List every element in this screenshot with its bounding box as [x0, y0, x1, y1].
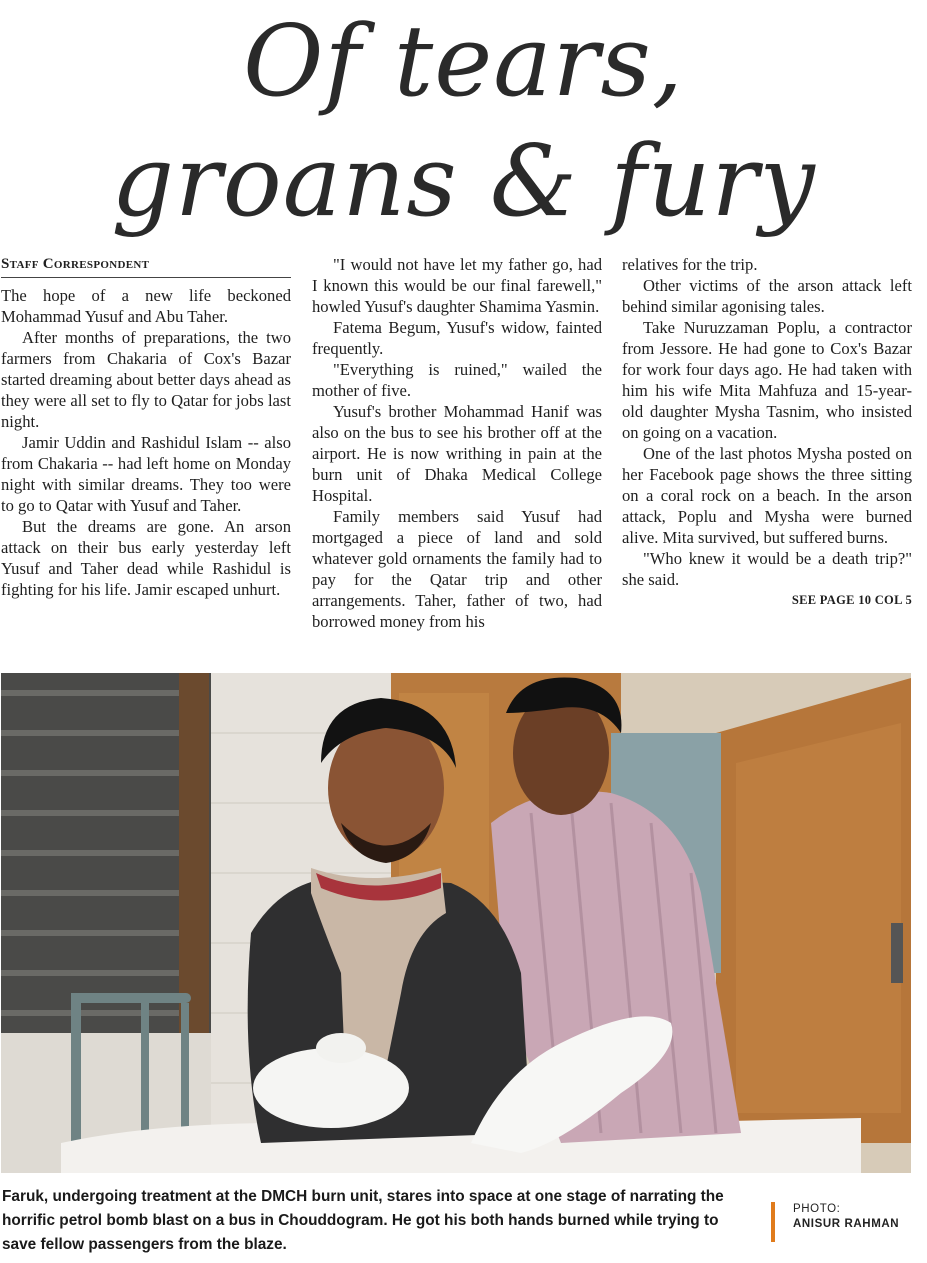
photo-illustration	[1, 673, 911, 1173]
article-column-1	[1, 254, 291, 600]
photo-credit-label: PHOTO:	[793, 1203, 841, 1215]
paragraph: The hope of a new life beckoned Mohammad Yusuf and Abu Taher.	[1, 286, 291, 326]
paragraph: After months of preparations, the two farmers from Chakaria of Cox's Bazar started dreaming about better days ahead as they were all set to fly to Qatar for jobs last night.	[1, 328, 291, 431]
headline-line-1: Of tears,	[243, 5, 684, 119]
paragraph: Fatema Begum, Yusuf's widow, fainted frequently.	[312, 318, 602, 358]
paragraph: Family members said Yusuf had mortgaged a piece of land and sold whatever gold ornaments the family had to pay for the Qatar trip and other arrangements. Taher, father of two, had borrowed money from his	[312, 507, 602, 631]
byline: Staff Correspondent	[1, 254, 291, 278]
paragraph: "Everything is ruined," wailed the mother of five.	[312, 360, 602, 400]
headline-line-2: groans & fury	[111, 125, 816, 239]
paragraph: Yusuf's brother Mohammad Hanif was also on the bus to see his brother off at the airport. He is now writhing in pain at the burn unit of Dhaka Medical College Hospital.	[312, 402, 602, 505]
paragraph: Take Nuruzzaman Poplu, a contractor from Jessore. He had gone to Cox's Bazar for work four days ago. He had taken with him his wife Mita Mahfuza and 15-year-old daughter Mysha Tasnim, who insisted on going on a vacation.	[622, 318, 912, 442]
paragraph: But the dreams are gone. An arson attack on their bus early yesterday left Yusuf and Taher dead while Rashidul is fighting for his life. Jamir escaped unhurt.	[1, 517, 291, 599]
paragraph: relatives for the trip.	[622, 255, 758, 274]
article-column-3	[622, 254, 912, 611]
news-photo	[1, 673, 911, 1173]
paragraph: "Who knew it would be a death trip?" she said.	[622, 549, 912, 589]
paragraph: Other victims of the arson attack left behind similar agonising tales.	[622, 276, 912, 316]
article-column-2	[312, 254, 602, 632]
paragraph: Jamir Uddin and Rashidul Islam -- also from Chakaria -- had left home on Monday night with similar dreams. They too were to go to Qatar with Yusuf and Taher.	[1, 433, 291, 515]
photo-caption: Faruk, undergoing treatment at the DMCH burn unit, stares into space at one stage of narrating the horrific petrol bomb blast on a bus in Chouddogram. He got his both hands burned while trying to save fellow passengers from the blaze.	[2, 1188, 724, 1253]
photo-credit	[771, 1202, 899, 1242]
paragraph: One of the last photos Mysha posted on her Facebook page shows the three sitting on a coral rock on a beach. In the arson attack, Poplu and Mysha were burned alive. Mita survived, but suffered burns.	[622, 444, 912, 547]
paragraph: "I would not have let my father go, had I known this would be our final farewell," howled Yusuf's daughter Shamima Yasmin.	[312, 255, 602, 316]
jump-line: SEE PAGE 10 COL 5	[791, 593, 912, 607]
photographer-name: ANISUR RAHMAN	[793, 1218, 900, 1230]
